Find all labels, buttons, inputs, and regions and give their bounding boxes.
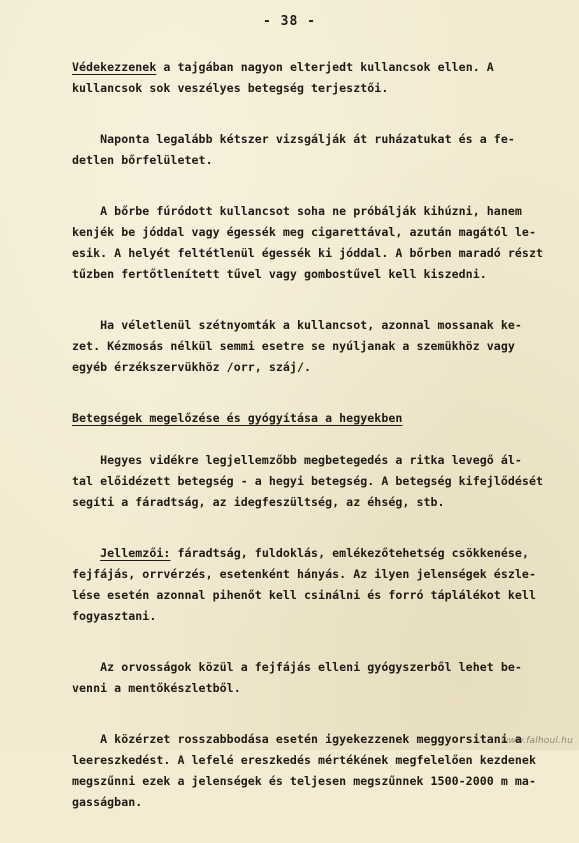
- text-line: [72, 678, 562, 699]
- paragraph-ticks-protection: [72, 57, 562, 99]
- line-text: gasságban.: [72, 795, 143, 809]
- text-line: [72, 150, 562, 171]
- line-text: venni a mentőkészletből.: [72, 681, 241, 695]
- line-text: megszűnni ezek a jelenségek és teljesen megszűnnek 1500-2000 m ma-: [72, 774, 536, 788]
- document-body: [72, 57, 562, 843]
- line-text: kenjék be jóddal vagy égessék meg cigarettával, azután magától le-: [72, 225, 536, 239]
- underlined-keyword: Védekezzenek: [72, 60, 157, 74]
- line-text: egyéb érzékszervükhöz /orr, száj/.: [72, 360, 312, 374]
- line-text: kullancsok sok veszélyes betegség terjesztői.: [72, 81, 389, 95]
- watermark: www.falhoul.hu: [500, 736, 573, 746]
- line-text: fáradtság, fuldoklás, emlékezőtehetség csökkenése,: [170, 546, 529, 560]
- text-line: [72, 471, 562, 492]
- underlined-keyword: Jellemzői:: [100, 546, 171, 560]
- text-line: [72, 729, 562, 750]
- text-line: [72, 657, 562, 678]
- text-line: [72, 357, 562, 378]
- line-text: Ha véletlenül szétnyomták a kullancsot, azonnal mossanak ke-: [72, 318, 522, 332]
- text-line: [72, 585, 562, 606]
- text-line: [72, 315, 562, 336]
- line-indent: [72, 546, 100, 560]
- line-text: leereszkedést. A lefelé ereszkedés mértékének megfelelően kezdenek: [72, 753, 536, 767]
- line-text: Hegyes vidékre legjellemzőbb megbetegedés a ritka levegő ál-: [72, 453, 522, 467]
- text-line: [72, 201, 562, 222]
- text-line: [72, 336, 562, 357]
- paragraph-hand-washing: [72, 315, 562, 378]
- line-text: fejfájás, orrvérzés, esetenként hányás. Az ilyen jelenségek észle-: [72, 567, 536, 581]
- paragraph-altitude-sickness: [72, 450, 562, 513]
- text-line: [72, 243, 562, 264]
- text-line: [72, 492, 562, 513]
- text-line: [72, 57, 562, 78]
- paragraph-descent: [72, 729, 562, 813]
- text-line: [72, 564, 562, 585]
- line-text: Naponta legalább kétszer vizsgálják át ruházatukat és a fe-: [72, 132, 515, 146]
- paragraph-medicine: [72, 657, 562, 699]
- text-line: [72, 450, 562, 471]
- text-line: [72, 222, 562, 243]
- paragraph-symptoms: [72, 543, 562, 627]
- text-line: [72, 771, 562, 792]
- text-line: [72, 606, 562, 627]
- line-text: segíti a fáradtság, az idegfeszültség, az éhség, stb.: [72, 495, 445, 509]
- line-text: A közérzet rosszabbodása esetén igyekezzenek meggyorsitani a: [72, 732, 522, 746]
- text-line: [72, 78, 562, 99]
- line-text: tűzben fertőtlenített tűvel vagy gombostűvel kell kiszedni.: [72, 267, 487, 281]
- paragraph-daily-check: [72, 129, 562, 171]
- section-heading: [72, 408, 562, 429]
- line-text: tal előidézett betegség - a hegyi betegség. A betegség kifejlődését: [72, 474, 544, 488]
- text-line: [72, 543, 562, 564]
- line-text: Az orvosságok közül a fejfájás elleni gyógyszerből lehet be-: [72, 660, 522, 674]
- line-text: zet. Kézmosás nélkül semmi esetre se nyúljanak a szemükhöz vagy: [72, 339, 515, 353]
- line-text: lése esetén azonnal pihenőt kell csinálni és forró táplálékot kell: [72, 588, 536, 602]
- text-line: [72, 750, 562, 771]
- text-line: [72, 792, 562, 813]
- line-text: fogyasztani.: [72, 609, 157, 623]
- page-number: - 38 -: [263, 14, 316, 29]
- text-line: [72, 129, 562, 150]
- text-line: [72, 264, 562, 285]
- line-text: A bőrbe fúródott kullancsot soha ne próbálják kihúzni, hanem: [72, 204, 522, 218]
- line-text: a tajgában nagyon elterjedt kullancsok ellen. A: [156, 60, 494, 74]
- line-text: detlen bőrfelületet.: [72, 153, 213, 167]
- paragraph-tick-removal: [72, 201, 562, 285]
- heading-text: Betegségek megelőzése és gyógyítása a hegyekben: [72, 411, 403, 425]
- line-text: esik. A helyét feltétlenül égessék ki jóddal. A bőrben maradó részt: [72, 246, 544, 260]
